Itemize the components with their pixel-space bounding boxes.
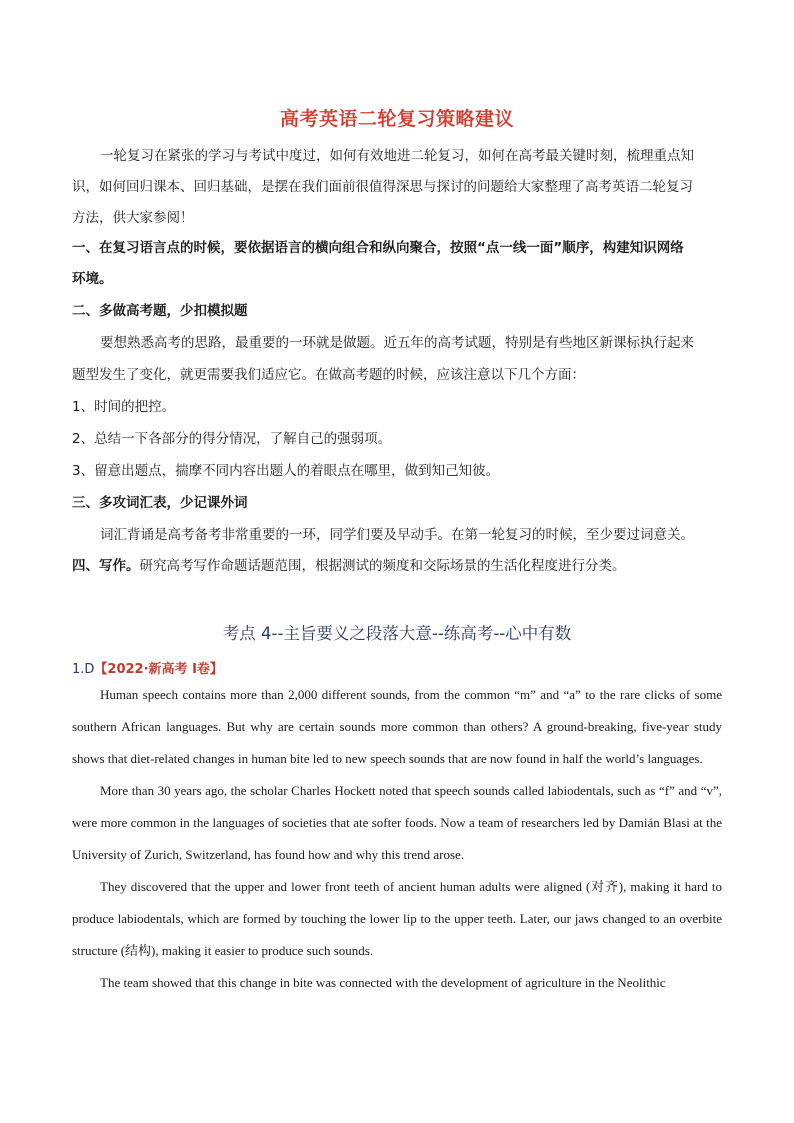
question-number: 1.D [72,662,95,677]
passage-paragraph-2: More than 30 years ago, the scholar Charles Hockett noted that speech sounds called labiodentals, such as “f” and “v”, were more common in the languages of societies that ate softer foods. Now a team of researchers led by Damián Blasi at the University of Zurich, Switzerland, has found how and why this trend arose. [72,783,722,862]
passage [72,679,722,999]
heading-4 [72,551,722,582]
document-title: 高考英语二轮复习策略建议 [279,108,514,130]
source-tag: 【2022·新高考 I卷】 [94,662,223,677]
intro-line-2: 识，如何回归课本、回归基础，是摆在我们面前很值得深思与探讨的问题给大家整理了高考英语二轮复习 [72,179,693,195]
list-item-1: 1、时间的把控。 [72,399,176,415]
heading-4-body: 研究高考写作命题话题范围，根据测试的频度和交际场景的生活化程度进行分类。 [139,558,626,574]
list-item-3: 3、留意出题点，揣摩不同内容出题人的着眼点在哪里，做到知己知彼。 [72,463,500,479]
heading-2: 二、多做高考题，少扣模拟题 [72,303,248,319]
section-title: 考点 4--主旨要义之段落大意--练高考--心中有数 [222,624,572,643]
passage-paragraph-3: They discovered that the upper and lower front teeth of ancient human adults were aligned (对齐), making it hard to produce labiodentals, which are formed by touching the lower lip to the upper teeth. Later, our jaws changed to an overbite structure (结构), making it easier to produce such sounds. [72,879,722,958]
heading-4-head: 四、写作。 [72,558,140,574]
passage-paragraph-4: The team showed that this change in bite was connected with the development of agriculture in the Neolithic [100,975,666,990]
question-source [72,658,223,677]
list-item-2: 2、总结一下各部分的得分情况，了解自己的强弱项。 [72,431,392,447]
heading-3: 三、多攻词汇表，少记课外词 [72,495,248,511]
passage-paragraph-1: Human speech contains more than 2,000 different sounds, from the common “m” and “a” to the rare clicks of some southern African languages. But why are certain sounds more common than others? A ground-breaking, five-year study shows that diet-related changes in human bite led to new speech sounds that are now found in half the world’s languages. [72,687,722,766]
para-2-line-2: 题型发生了变化，就更需要我们适应它。在做高考题的时候，应该注意以下几个方面： [72,367,585,383]
para-3: 词汇背诵是高考备考非常重要的一环，同学们要及早动手。在第一轮复习的时候，至少要过词意关。 [100,527,694,543]
heading-1-line-2: 环境。 [72,271,113,287]
para-2-line-1: 要想熟悉高考的思路，最重要的一环就是做题。近五年的高考试题，特别是有些地区新课标执行起来 [100,335,694,351]
intro-line-1: 一轮复习在紧张的学习与考试中度过，如何有效地进二轮复习，如何在高考最关键时刻，梳理重点知 [100,148,694,164]
heading-1-line-1: 一、在复习语言点的时候，要依据语言的横向组合和纵向聚合，按照“点一线一面”顺序，构建知识网络 [72,240,684,256]
intro-line-3: 方法，供大家参阅！ [72,210,194,226]
